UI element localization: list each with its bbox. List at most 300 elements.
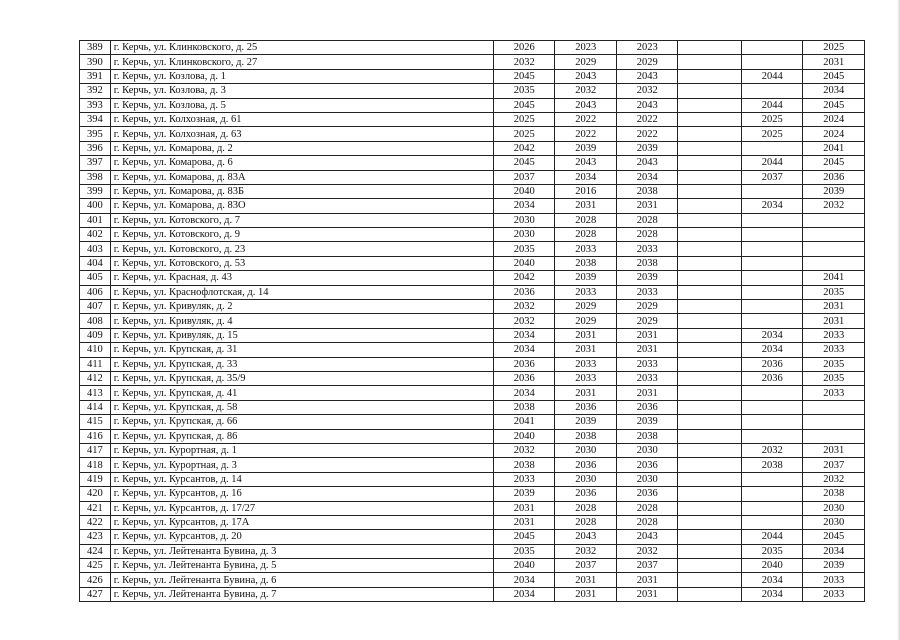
address-cell: г. Керчь, ул. Крупская, д. 58 xyxy=(110,400,493,414)
year-cell-2: 2039 xyxy=(555,415,616,429)
year-cell-6: 2032 xyxy=(803,199,865,213)
year-cell-1: 2032 xyxy=(494,443,555,457)
year-cell-4 xyxy=(678,141,742,155)
year-cell-6: 2035 xyxy=(803,357,865,371)
year-cell-1: 2039 xyxy=(494,487,555,501)
table-row xyxy=(80,256,865,270)
row-number: 395 xyxy=(80,127,111,141)
row-number: 427 xyxy=(80,587,111,601)
year-cell-2: 2028 xyxy=(555,515,616,529)
year-cell-5 xyxy=(741,300,802,314)
year-cell-3: 2039 xyxy=(616,415,677,429)
year-cell-6: 2034 xyxy=(803,544,865,558)
table-row xyxy=(80,242,865,256)
row-number: 417 xyxy=(80,443,111,457)
row-number: 402 xyxy=(80,228,111,242)
year-cell-6: 2034 xyxy=(803,84,865,98)
year-cell-2: 2039 xyxy=(555,141,616,155)
year-cell-2: 2033 xyxy=(555,285,616,299)
year-cell-6: 2031 xyxy=(803,55,865,69)
year-cell-3: 2033 xyxy=(616,242,677,256)
address-cell: г. Керчь, ул. Кривуляк, д. 4 xyxy=(110,314,493,328)
table-row xyxy=(80,69,865,83)
year-cell-4 xyxy=(678,501,742,515)
address-cell: г. Керчь, ул. Курсантов, д. 14 xyxy=(110,472,493,486)
year-cell-4 xyxy=(678,429,742,443)
year-cell-4 xyxy=(678,170,742,184)
year-cell-4 xyxy=(678,472,742,486)
year-cell-6: 2041 xyxy=(803,141,865,155)
year-cell-6: 2030 xyxy=(803,501,865,515)
year-cell-1: 2038 xyxy=(494,458,555,472)
year-cell-1: 2036 xyxy=(494,357,555,371)
year-cell-6: 2037 xyxy=(803,458,865,472)
year-cell-1: 2040 xyxy=(494,184,555,198)
year-cell-2: 2036 xyxy=(555,458,616,472)
table-row xyxy=(80,112,865,126)
year-cell-3: 2022 xyxy=(616,127,677,141)
year-cell-3: 2036 xyxy=(616,400,677,414)
address-cell: г. Керчь, ул. Курсантов, д. 17А xyxy=(110,515,493,529)
year-cell-1: 2035 xyxy=(494,544,555,558)
year-cell-4 xyxy=(678,184,742,198)
table-row xyxy=(80,386,865,400)
address-cell: г. Керчь, ул. Комарова, д. 6 xyxy=(110,156,493,170)
year-cell-5 xyxy=(741,386,802,400)
table-row xyxy=(80,199,865,213)
year-cell-5: 2037 xyxy=(741,170,802,184)
year-cell-1: 2040 xyxy=(494,559,555,573)
row-number: 408 xyxy=(80,314,111,328)
year-cell-4 xyxy=(678,41,742,55)
year-cell-6: 2041 xyxy=(803,271,865,285)
row-number: 390 xyxy=(80,55,111,69)
address-cell: г. Керчь, ул. Котовского, д. 9 xyxy=(110,228,493,242)
address-cell: г. Керчь, ул. Колхозная, д. 61 xyxy=(110,112,493,126)
year-cell-1: 2034 xyxy=(494,573,555,587)
year-cell-2: 2022 xyxy=(555,112,616,126)
year-cell-5 xyxy=(741,55,802,69)
year-cell-2: 2022 xyxy=(555,127,616,141)
year-cell-2: 2028 xyxy=(555,213,616,227)
address-cell: г. Керчь, ул. Лейтенанта Бувина, д. 7 xyxy=(110,587,493,601)
year-cell-5 xyxy=(741,429,802,443)
address-cell: г. Керчь, ул. Краснофлотская, д. 14 xyxy=(110,285,493,299)
table-row xyxy=(80,84,865,98)
year-cell-4 xyxy=(678,544,742,558)
year-cell-3: 2036 xyxy=(616,487,677,501)
table-row xyxy=(80,156,865,170)
year-cell-6: 2030 xyxy=(803,515,865,529)
row-number: 423 xyxy=(80,530,111,544)
year-cell-5: 2044 xyxy=(741,530,802,544)
year-cell-4 xyxy=(678,371,742,385)
table-row xyxy=(80,228,865,242)
year-cell-4 xyxy=(678,357,742,371)
year-cell-1: 2045 xyxy=(494,530,555,544)
year-cell-5 xyxy=(741,472,802,486)
address-cell: г. Керчь, ул. Курортная, д. 1 xyxy=(110,443,493,457)
table-row xyxy=(80,371,865,385)
year-cell-5 xyxy=(741,487,802,501)
year-cell-1: 2034 xyxy=(494,343,555,357)
year-cell-2: 2032 xyxy=(555,84,616,98)
year-cell-4 xyxy=(678,415,742,429)
year-cell-5: 2036 xyxy=(741,357,802,371)
year-cell-4 xyxy=(678,256,742,270)
address-cell: г. Керчь, ул. Козлова, д. 1 xyxy=(110,69,493,83)
year-cell-2: 2033 xyxy=(555,357,616,371)
table-row xyxy=(80,530,865,544)
row-number: 403 xyxy=(80,242,111,256)
year-cell-2: 2031 xyxy=(555,386,616,400)
year-cell-5: 2035 xyxy=(741,544,802,558)
year-cell-2: 2034 xyxy=(555,170,616,184)
table-row xyxy=(80,328,865,342)
year-cell-2: 2031 xyxy=(555,328,616,342)
year-cell-2: 2036 xyxy=(555,487,616,501)
year-cell-3: 2031 xyxy=(616,573,677,587)
year-cell-1: 2031 xyxy=(494,515,555,529)
year-cell-6 xyxy=(803,400,865,414)
year-cell-5 xyxy=(741,41,802,55)
row-number: 413 xyxy=(80,386,111,400)
year-cell-2: 2037 xyxy=(555,559,616,573)
year-cell-4 xyxy=(678,55,742,69)
year-cell-6: 2033 xyxy=(803,587,865,601)
address-cell: г. Керчь, ул. Крупская, д. 41 xyxy=(110,386,493,400)
year-cell-1: 2045 xyxy=(494,69,555,83)
row-number: 419 xyxy=(80,472,111,486)
year-cell-1: 2030 xyxy=(494,228,555,242)
address-cell: г. Керчь, ул. Крупская, д. 33 xyxy=(110,357,493,371)
row-number: 399 xyxy=(80,184,111,198)
year-cell-3: 2028 xyxy=(616,515,677,529)
year-cell-1: 2038 xyxy=(494,400,555,414)
year-cell-4 xyxy=(678,573,742,587)
row-number: 421 xyxy=(80,501,111,515)
year-cell-5 xyxy=(741,314,802,328)
table-row xyxy=(80,41,865,55)
year-cell-1: 2045 xyxy=(494,98,555,112)
year-cell-2: 2029 xyxy=(555,55,616,69)
year-cell-6: 2038 xyxy=(803,487,865,501)
year-cell-5 xyxy=(741,285,802,299)
address-cell: г. Керчь, ул. Котовского, д. 7 xyxy=(110,213,493,227)
year-cell-1: 2025 xyxy=(494,112,555,126)
year-cell-1: 2036 xyxy=(494,371,555,385)
year-cell-5 xyxy=(741,184,802,198)
year-cell-4 xyxy=(678,487,742,501)
year-cell-2: 2016 xyxy=(555,184,616,198)
address-cell: г. Керчь, ул. Котовского, д. 53 xyxy=(110,256,493,270)
table-row xyxy=(80,285,865,299)
year-cell-1: 2037 xyxy=(494,170,555,184)
year-cell-6: 2033 xyxy=(803,343,865,357)
year-cell-1: 2032 xyxy=(494,314,555,328)
year-cell-6: 2035 xyxy=(803,371,865,385)
address-cell: г. Керчь, ул. Курортная, д. 3 xyxy=(110,458,493,472)
year-cell-2: 2028 xyxy=(555,228,616,242)
year-cell-1: 2045 xyxy=(494,156,555,170)
address-cell: г. Керчь, ул. Котовского, д. 23 xyxy=(110,242,493,256)
address-cell: г. Керчь, ул. Курсантов, д. 17/27 xyxy=(110,501,493,515)
year-cell-2: 2029 xyxy=(555,314,616,328)
year-cell-3: 2031 xyxy=(616,587,677,601)
year-cell-1: 2040 xyxy=(494,256,555,270)
row-number: 398 xyxy=(80,170,111,184)
address-cell: г. Керчь, ул. Лейтенанта Бувина, д. 3 xyxy=(110,544,493,558)
year-cell-4 xyxy=(678,386,742,400)
year-cell-3: 2032 xyxy=(616,84,677,98)
year-cell-3: 2036 xyxy=(616,458,677,472)
year-cell-1: 2031 xyxy=(494,501,555,515)
row-number: 405 xyxy=(80,271,111,285)
year-cell-3: 2029 xyxy=(616,314,677,328)
year-cell-5: 2044 xyxy=(741,98,802,112)
year-cell-6 xyxy=(803,213,865,227)
year-cell-5: 2032 xyxy=(741,443,802,457)
year-cell-1: 2032 xyxy=(494,55,555,69)
year-cell-5: 2034 xyxy=(741,573,802,587)
year-cell-5: 2034 xyxy=(741,199,802,213)
year-cell-4 xyxy=(678,587,742,601)
year-cell-5 xyxy=(741,242,802,256)
year-cell-2: 2039 xyxy=(555,271,616,285)
year-cell-1: 2034 xyxy=(494,386,555,400)
year-cell-6: 2036 xyxy=(803,170,865,184)
year-cell-1: 2034 xyxy=(494,587,555,601)
year-cell-4 xyxy=(678,559,742,573)
year-cell-3: 2028 xyxy=(616,501,677,515)
row-number: 411 xyxy=(80,357,111,371)
year-cell-4 xyxy=(678,156,742,170)
year-cell-3: 2038 xyxy=(616,256,677,270)
housing-repair-table xyxy=(79,40,865,602)
year-cell-6: 2024 xyxy=(803,127,865,141)
year-cell-2: 2038 xyxy=(555,256,616,270)
table-row xyxy=(80,443,865,457)
address-cell: г. Керчь, ул. Клинковского, д. 25 xyxy=(110,41,493,55)
year-cell-6: 2024 xyxy=(803,112,865,126)
year-cell-1: 2034 xyxy=(494,199,555,213)
table-row xyxy=(80,587,865,601)
year-cell-3: 2038 xyxy=(616,184,677,198)
year-cell-3: 2033 xyxy=(616,371,677,385)
year-cell-4 xyxy=(678,515,742,529)
year-cell-1: 2030 xyxy=(494,213,555,227)
year-cell-5 xyxy=(741,400,802,414)
table-row xyxy=(80,141,865,155)
table-row xyxy=(80,343,865,357)
year-cell-5 xyxy=(741,415,802,429)
table-row xyxy=(80,429,865,443)
year-cell-6: 2032 xyxy=(803,472,865,486)
year-cell-6: 2031 xyxy=(803,443,865,457)
year-cell-6: 2045 xyxy=(803,69,865,83)
address-cell: г. Керчь, ул. Комарова, д. 83О xyxy=(110,199,493,213)
year-cell-3: 2032 xyxy=(616,544,677,558)
year-cell-5 xyxy=(741,256,802,270)
table-row xyxy=(80,472,865,486)
year-cell-6 xyxy=(803,256,865,270)
year-cell-2: 2031 xyxy=(555,199,616,213)
year-cell-4 xyxy=(678,69,742,83)
table-row xyxy=(80,300,865,314)
address-cell: г. Керчь, ул. Колхозная, д. 63 xyxy=(110,127,493,141)
year-cell-6: 2033 xyxy=(803,328,865,342)
year-cell-6 xyxy=(803,415,865,429)
table-row xyxy=(80,487,865,501)
table-row xyxy=(80,400,865,414)
table-row xyxy=(80,314,865,328)
year-cell-6 xyxy=(803,228,865,242)
table-row xyxy=(80,544,865,558)
year-cell-5: 2036 xyxy=(741,371,802,385)
year-cell-4 xyxy=(678,228,742,242)
year-cell-3: 2043 xyxy=(616,156,677,170)
address-cell: г. Керчь, ул. Клинковского, д. 27 xyxy=(110,55,493,69)
row-number: 424 xyxy=(80,544,111,558)
year-cell-6: 2039 xyxy=(803,184,865,198)
year-cell-6: 2031 xyxy=(803,314,865,328)
year-cell-1: 2041 xyxy=(494,415,555,429)
year-cell-5 xyxy=(741,515,802,529)
year-cell-2: 2033 xyxy=(555,242,616,256)
row-number: 422 xyxy=(80,515,111,529)
year-cell-3: 2030 xyxy=(616,443,677,457)
year-cell-3: 2033 xyxy=(616,285,677,299)
year-cell-4 xyxy=(678,343,742,357)
year-cell-2: 2033 xyxy=(555,371,616,385)
table-body xyxy=(80,41,865,602)
table-row xyxy=(80,357,865,371)
year-cell-1: 2036 xyxy=(494,285,555,299)
row-number: 412 xyxy=(80,371,111,385)
year-cell-5: 2034 xyxy=(741,343,802,357)
row-number: 425 xyxy=(80,559,111,573)
year-cell-1: 2042 xyxy=(494,271,555,285)
year-cell-1: 2034 xyxy=(494,328,555,342)
table-row xyxy=(80,271,865,285)
year-cell-3: 2028 xyxy=(616,228,677,242)
year-cell-2: 2043 xyxy=(555,530,616,544)
year-cell-1: 2032 xyxy=(494,300,555,314)
year-cell-3: 2033 xyxy=(616,357,677,371)
year-cell-1: 2040 xyxy=(494,429,555,443)
year-cell-6: 2039 xyxy=(803,559,865,573)
address-cell: г. Керчь, ул. Крупская, д. 86 xyxy=(110,429,493,443)
table-row xyxy=(80,55,865,69)
year-cell-2: 2028 xyxy=(555,501,616,515)
table-row xyxy=(80,170,865,184)
year-cell-2: 2023 xyxy=(555,41,616,55)
year-cell-3: 2028 xyxy=(616,213,677,227)
year-cell-4 xyxy=(678,443,742,457)
year-cell-3: 2031 xyxy=(616,328,677,342)
year-cell-5 xyxy=(741,271,802,285)
row-number: 414 xyxy=(80,400,111,414)
year-cell-5: 2025 xyxy=(741,127,802,141)
row-number: 407 xyxy=(80,300,111,314)
year-cell-5 xyxy=(741,141,802,155)
year-cell-6: 2045 xyxy=(803,156,865,170)
year-cell-4 xyxy=(678,199,742,213)
year-cell-4 xyxy=(678,98,742,112)
year-cell-5 xyxy=(741,228,802,242)
year-cell-2: 2031 xyxy=(555,587,616,601)
row-number: 416 xyxy=(80,429,111,443)
year-cell-6: 2045 xyxy=(803,98,865,112)
row-number: 409 xyxy=(80,328,111,342)
table-row xyxy=(80,213,865,227)
address-cell: г. Керчь, ул. Лейтенанта Бувина, д. 5 xyxy=(110,559,493,573)
year-cell-4 xyxy=(678,458,742,472)
year-cell-2: 2036 xyxy=(555,400,616,414)
year-cell-3: 2037 xyxy=(616,559,677,573)
row-number: 415 xyxy=(80,415,111,429)
year-cell-4 xyxy=(678,285,742,299)
address-cell: г. Керчь, ул. Козлова, д. 3 xyxy=(110,84,493,98)
year-cell-2: 2038 xyxy=(555,429,616,443)
year-cell-5 xyxy=(741,213,802,227)
address-cell: г. Керчь, ул. Козлова, д. 5 xyxy=(110,98,493,112)
year-cell-3: 2043 xyxy=(616,98,677,112)
year-cell-3: 2029 xyxy=(616,55,677,69)
year-cell-6: 2035 xyxy=(803,285,865,299)
year-cell-1: 2026 xyxy=(494,41,555,55)
table-row xyxy=(80,501,865,515)
address-cell: г. Керчь, ул. Крупская, д. 31 xyxy=(110,343,493,357)
year-cell-5: 2034 xyxy=(741,587,802,601)
year-cell-6: 2025 xyxy=(803,41,865,55)
address-cell: г. Керчь, ул. Комарова, д. 2 xyxy=(110,141,493,155)
row-number: 396 xyxy=(80,141,111,155)
year-cell-4 xyxy=(678,530,742,544)
year-cell-6: 2033 xyxy=(803,573,865,587)
year-cell-3: 2034 xyxy=(616,170,677,184)
row-number: 394 xyxy=(80,112,111,126)
row-number: 410 xyxy=(80,343,111,357)
year-cell-4 xyxy=(678,271,742,285)
row-number: 389 xyxy=(80,41,111,55)
year-cell-4 xyxy=(678,213,742,227)
year-cell-2: 2029 xyxy=(555,300,616,314)
year-cell-3: 2031 xyxy=(616,386,677,400)
year-cell-3: 2030 xyxy=(616,472,677,486)
year-cell-2: 2031 xyxy=(555,343,616,357)
row-number: 401 xyxy=(80,213,111,227)
year-cell-1: 2042 xyxy=(494,141,555,155)
year-cell-6 xyxy=(803,429,865,443)
year-cell-3: 2038 xyxy=(616,429,677,443)
row-number: 400 xyxy=(80,199,111,213)
year-cell-6: 2031 xyxy=(803,300,865,314)
year-cell-5: 2044 xyxy=(741,156,802,170)
address-cell: г. Керчь, ул. Крупская, д. 66 xyxy=(110,415,493,429)
year-cell-3: 2031 xyxy=(616,343,677,357)
address-cell: г. Керчь, ул. Кривуляк, д. 15 xyxy=(110,328,493,342)
year-cell-5: 2040 xyxy=(741,559,802,573)
table-row xyxy=(80,415,865,429)
row-number: 392 xyxy=(80,84,111,98)
row-number: 426 xyxy=(80,573,111,587)
year-cell-2: 2031 xyxy=(555,573,616,587)
year-cell-3: 2043 xyxy=(616,530,677,544)
year-cell-5 xyxy=(741,501,802,515)
table-row xyxy=(80,98,865,112)
table-row xyxy=(80,515,865,529)
